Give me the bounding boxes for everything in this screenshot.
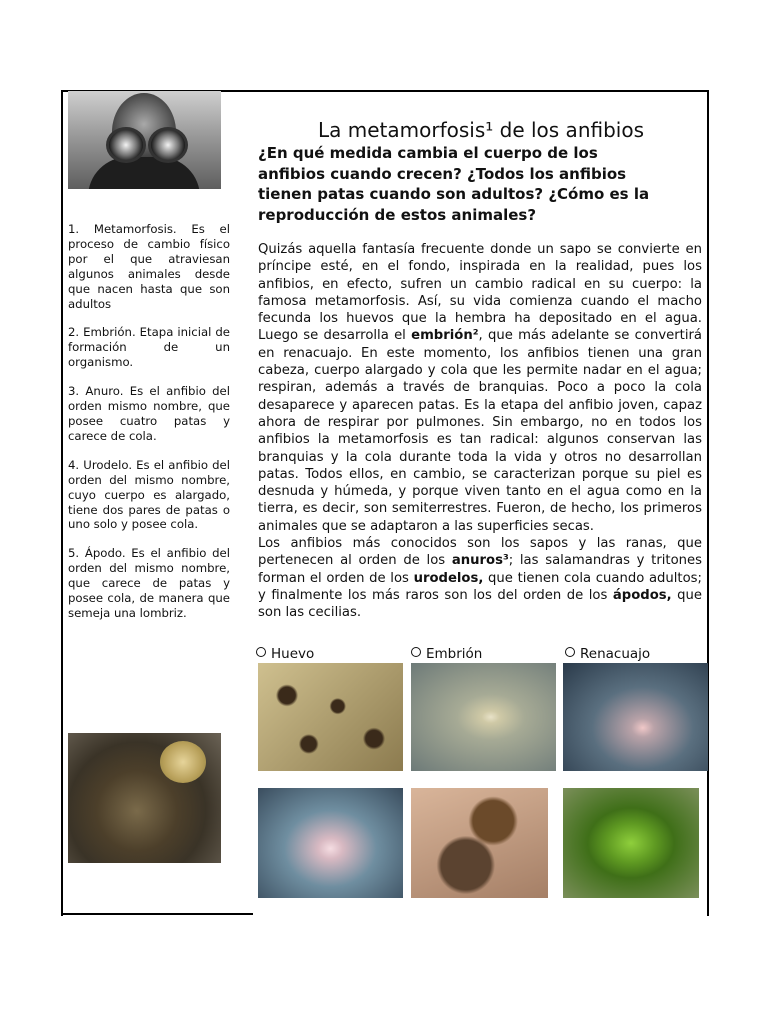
axolotl-photo <box>258 788 403 898</box>
tadpole-photo <box>563 663 708 771</box>
frame-left-border <box>61 90 63 916</box>
frog-with-eggs-photo <box>68 733 221 863</box>
toads-in-hand-photo <box>411 788 548 898</box>
stage-label-huevo: Huevo <box>256 646 314 662</box>
frame-right-border <box>707 90 709 916</box>
article-body <box>258 241 702 622</box>
green-frog-photo <box>563 788 699 898</box>
stage-label-embrion: Embrión <box>411 646 482 662</box>
footnote-3: 3. Anuro. Es el anfibio del orden mismo nombre, que posee cuatro patas y carece de cola. <box>68 384 230 443</box>
footnotes <box>68 222 230 635</box>
stage-label-renacuajo: Renacuajo <box>565 646 650 662</box>
page-title: La metamorfosis¹ de los anfibios <box>318 118 644 142</box>
frog-eggs-photo <box>258 663 403 771</box>
footnote-4: 4. Urodelo. Es el anfibio del orden del mismo nombre, cuyo cuerpo es alargado, tiene dos pares de patas o uno solo y posee cola. <box>68 457 230 532</box>
footnote-2: 2. Embrión. Etapa inicial de formación de un organismo. <box>68 325 230 370</box>
embryo-photo <box>411 663 556 771</box>
bullet-circle-icon <box>565 647 575 657</box>
paragraph-2: Los anfibios más conocidos son los sapos y las ranas, que pertenecen al orden de los anuros³; las salamandras y tritones forman el orden de los urodelos, que tienen cola cuando adultos; y finalmente los más raros son los del orden de los ápodos, que son las cecilias. <box>258 536 702 621</box>
footnote-1: 1. Metamorfosis. Es el proceso de cambio físico por el que atraviesan algunos animales desde que nacen hasta que son adultos <box>68 222 230 311</box>
paragraph-1: Quizás aquella fantasía frecuente donde un sapo se convierte en príncipe esté, en el fondo, inspirada en la realidad, pues los anfibios, en efecto, sufren un cambio radical en su cuerpo: la famosa metamorfosis. Así, su vida comienza cuando el macho fecunda los huevos que la hembra ha depositado en el agua. Luego se desarrolla el embrión², que más adelante se convertirá en renacuajo. En este momento, los anfibios tienen una gran cabeza, cuerpo alargado y cola que les permite nadar en el agua; respiran, además a través de branquias. Poco a poco la cola desaparece y aparecen patas. Es la etapa del anfibio joven, capaz ahora de respirar por pulmones. Sin embargo, no en todos los anfibios la metamorfosis es tan radical: algunos conservan las branquias y la cola durante toda la vida y otros no desarrollan patas. Todos ellos, en cambio, se caracterizan porque su piel es desnuda y húmeda, y porque viven tanto en el agua como en la tierra, es decir, son semiterrestres. Fueron, de hecho, los primeros animales que se adaptaron a las superficies secas. <box>258 242 702 534</box>
footnote-5: 5. Ápodo. Es el anfibio del orden del mismo nombre, que carece de patas y posee cola, de manera que semeja una lombriz. <box>68 546 230 620</box>
binoculars-person-photo <box>68 91 221 189</box>
bullet-circle-icon <box>411 647 421 657</box>
guiding-questions: ¿En qué medida cambia el cuerpo de los anfibios cuando crecen? ¿Todos los anfibios tienen patas cuando son adultos? ¿Cómo es la reproducción de estos animales? <box>258 144 650 224</box>
bullet-circle-icon <box>256 647 266 657</box>
frame-bottom-border <box>61 913 253 915</box>
